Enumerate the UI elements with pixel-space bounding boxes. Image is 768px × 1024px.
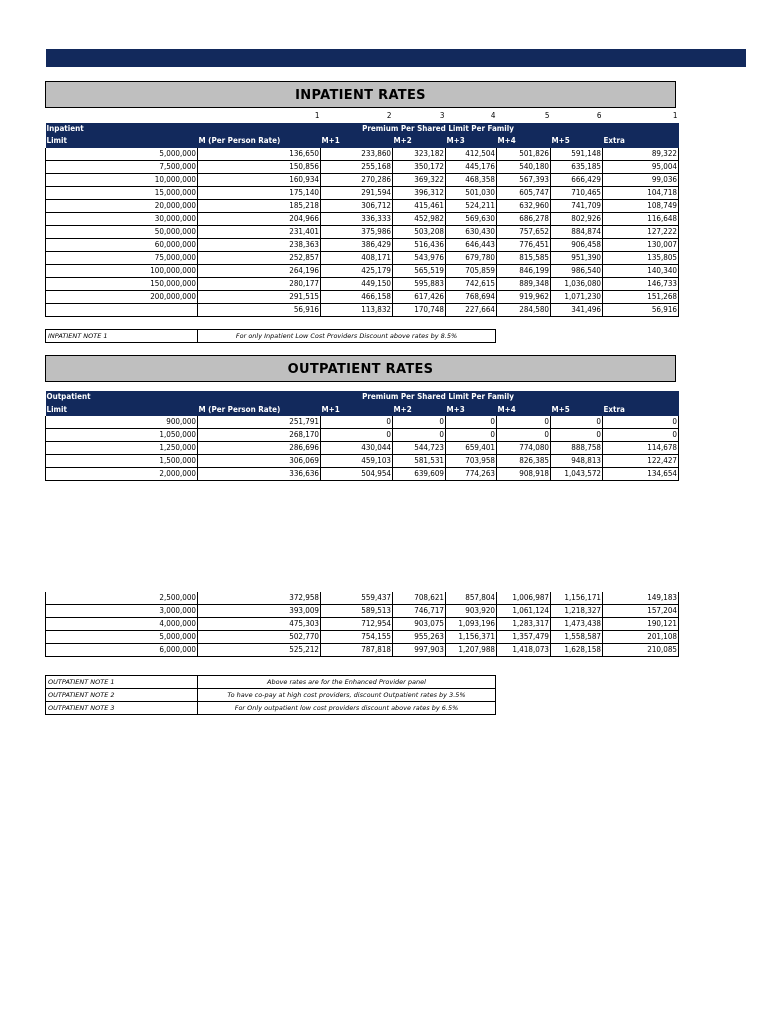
column-header: M+3 xyxy=(446,404,497,417)
table-cell: 686,278 xyxy=(497,212,551,225)
column-header: M (Per Person Rate) xyxy=(198,404,321,417)
table-cell: 516,436 xyxy=(393,238,446,251)
table-cell: 475,303 xyxy=(198,618,321,631)
table-cell: 1,500,000 xyxy=(46,455,198,468)
table-cell: 204,966 xyxy=(198,212,321,225)
table-cell: 104,718 xyxy=(603,186,679,199)
top-header-bar xyxy=(46,49,746,67)
table-cell: 774,080 xyxy=(497,442,551,455)
table-cell: 99,036 xyxy=(603,173,679,186)
column-number: 4 xyxy=(490,111,496,121)
table-cell: 201,108 xyxy=(603,631,679,644)
table-cell: 1,036,080 xyxy=(551,277,603,290)
table-cell: 100,000,000 xyxy=(46,264,198,277)
table-cell: 0 xyxy=(321,416,393,429)
table-cell: 136,650 xyxy=(198,148,321,161)
outpatient-note-text: To have co-pay at high cost providers, discount Outpatient rates by 3.5% xyxy=(198,689,496,702)
table-row xyxy=(46,160,679,173)
table-cell: 774,263 xyxy=(446,468,497,481)
column-number: 5 xyxy=(544,111,550,121)
header-span-title: Premium Per Shared Limit Per Family xyxy=(198,123,679,136)
outpatient-rates-table-continued xyxy=(45,592,679,657)
outpatient-note-row xyxy=(46,702,496,715)
table-cell: 1,283,317 xyxy=(497,618,551,631)
table-cell: 501,826 xyxy=(497,148,551,161)
table-cell: 0 xyxy=(603,429,679,442)
table-cell: 903,920 xyxy=(446,605,497,618)
total-cell xyxy=(46,303,198,316)
table-cell: 635,185 xyxy=(551,160,603,173)
table-cell: 524,211 xyxy=(446,199,497,212)
table-cell: 746,717 xyxy=(393,605,446,618)
table-cell: 504,954 xyxy=(321,468,393,481)
header-section-label: Outpatient xyxy=(46,391,198,404)
column-header: Extra xyxy=(603,404,679,417)
table-row xyxy=(46,264,679,277)
table-cell: 5,000,000 xyxy=(46,148,198,161)
table-cell: 5,000,000 xyxy=(46,631,198,644)
table-cell: 540,180 xyxy=(497,160,551,173)
table-cell: 742,615 xyxy=(446,277,497,290)
table-cell: 185,218 xyxy=(198,199,321,212)
table-cell: 2,500,000 xyxy=(46,592,198,605)
column-header: M+3 xyxy=(446,135,497,148)
outpatient-note-label: OUTPATIENT NOTE 1 xyxy=(46,676,198,689)
table-cell: 787,818 xyxy=(321,644,393,657)
table-cell: 646,443 xyxy=(446,238,497,251)
table-cell: 238,363 xyxy=(198,238,321,251)
header-span-title: Premium Per Shared Limit Per Family xyxy=(198,391,679,404)
table-cell: 130,007 xyxy=(603,238,679,251)
table-cell: 149,183 xyxy=(603,592,679,605)
table-cell: 393,009 xyxy=(198,605,321,618)
table-cell: 3,000,000 xyxy=(46,605,198,618)
table-cell: 264,196 xyxy=(198,264,321,277)
table-cell: 501,030 xyxy=(446,186,497,199)
table-row xyxy=(46,618,679,631)
table-cell: 666,429 xyxy=(551,173,603,186)
table-cell: 408,171 xyxy=(321,251,393,264)
table-cell: 151,268 xyxy=(603,290,679,303)
total-cell: 284,580 xyxy=(497,303,551,316)
table-cell: 703,958 xyxy=(446,455,497,468)
table-cell: 1,093,196 xyxy=(446,618,497,631)
column-header: M+2 xyxy=(393,135,446,148)
outpatient-notes xyxy=(45,675,496,715)
table-cell: 986,540 xyxy=(551,264,603,277)
table-row xyxy=(46,251,679,264)
table-cell: 1,558,587 xyxy=(551,631,603,644)
outpatient-note-row xyxy=(46,689,496,702)
table-cell: 369,322 xyxy=(393,173,446,186)
column-number: 1 xyxy=(314,111,320,121)
table-row xyxy=(46,212,679,225)
inpatient-note-label: INPATIENT NOTE 1 xyxy=(46,330,198,343)
column-header: M+1 xyxy=(321,404,393,417)
table-cell: 1,418,073 xyxy=(497,644,551,657)
table-cell: 768,694 xyxy=(446,290,497,303)
inpatient-notes xyxy=(45,329,496,343)
table-cell: 712,954 xyxy=(321,618,393,631)
header-section-label: Inpatient xyxy=(46,123,198,136)
outpatient-title-banner xyxy=(45,355,676,382)
outpatient-note-label: OUTPATIENT NOTE 3 xyxy=(46,702,198,715)
inpatient-title: INPATIENT RATES xyxy=(295,88,426,103)
table-cell: 468,358 xyxy=(446,173,497,186)
table-cell: 1,071,230 xyxy=(551,290,603,303)
column-header: M+4 xyxy=(497,404,551,417)
table-cell: 415,461 xyxy=(393,199,446,212)
table-cell: 889,348 xyxy=(497,277,551,290)
table-row xyxy=(46,238,679,251)
table-cell: 997,903 xyxy=(393,644,446,657)
table-cell: 1,207,988 xyxy=(446,644,497,657)
table-cell: 2,000,000 xyxy=(46,468,198,481)
table-cell: 630,430 xyxy=(446,225,497,238)
table-cell: 4,000,000 xyxy=(46,618,198,631)
table-cell: 1,156,171 xyxy=(551,592,603,605)
table-cell: 1,628,158 xyxy=(551,644,603,657)
table-row xyxy=(46,429,679,442)
table-cell: 306,712 xyxy=(321,199,393,212)
table-cell: 50,000,000 xyxy=(46,225,198,238)
header-row-2 xyxy=(46,404,679,417)
table-cell: 1,473,438 xyxy=(551,618,603,631)
table-cell: 150,856 xyxy=(198,160,321,173)
table-cell: 375,986 xyxy=(321,225,393,238)
table-row xyxy=(46,592,679,605)
total-cell: 113,832 xyxy=(321,303,393,316)
table-row xyxy=(46,442,679,455)
table-cell: 741,709 xyxy=(551,199,603,212)
table-cell: 95,004 xyxy=(603,160,679,173)
table-cell: 372,958 xyxy=(198,592,321,605)
total-cell: 170,748 xyxy=(393,303,446,316)
table-cell: 1,156,371 xyxy=(446,631,497,644)
table-cell: 0 xyxy=(446,416,497,429)
table-cell: 802,926 xyxy=(551,212,603,225)
table-cell: 632,960 xyxy=(497,199,551,212)
outpatient-note-row xyxy=(46,676,496,689)
table-cell: 150,000,000 xyxy=(46,277,198,290)
total-cell: 227,664 xyxy=(446,303,497,316)
table-cell: 617,426 xyxy=(393,290,446,303)
table-cell: 445,176 xyxy=(446,160,497,173)
table-cell: 251,791 xyxy=(198,416,321,429)
table-cell: 323,182 xyxy=(393,148,446,161)
table-cell: 0 xyxy=(551,416,603,429)
table-cell: 114,678 xyxy=(603,442,679,455)
table-cell: 884,874 xyxy=(551,225,603,238)
table-cell: 140,340 xyxy=(603,264,679,277)
outpatient-title: OUTPATIENT RATES xyxy=(287,362,434,377)
table-cell: 1,357,479 xyxy=(497,631,551,644)
table-cell: 757,652 xyxy=(497,225,551,238)
table-cell: 30,000,000 xyxy=(46,212,198,225)
table-cell: 903,075 xyxy=(393,618,446,631)
table-row xyxy=(46,225,679,238)
column-header: Extra xyxy=(603,135,679,148)
table-cell: 233,860 xyxy=(321,148,393,161)
table-cell: 291,594 xyxy=(321,186,393,199)
table-cell: 710,465 xyxy=(551,186,603,199)
table-cell: 157,204 xyxy=(603,605,679,618)
table-cell: 955,263 xyxy=(393,631,446,644)
table-row xyxy=(46,199,679,212)
inpatient-rates-table xyxy=(45,110,679,317)
table-cell: 0 xyxy=(393,416,446,429)
outpatient-note-text: For Only outpatient low cost providers discount above rates by 6.5% xyxy=(198,702,496,715)
table-cell: 1,250,000 xyxy=(46,442,198,455)
table-cell: 7,500,000 xyxy=(46,160,198,173)
table-row xyxy=(46,455,679,468)
table-cell: 569,630 xyxy=(446,212,497,225)
table-cell: 948,813 xyxy=(551,455,603,468)
table-cell: 466,158 xyxy=(321,290,393,303)
table-row xyxy=(46,148,679,161)
table-cell: 908,918 xyxy=(497,468,551,481)
table-cell: 336,333 xyxy=(321,212,393,225)
table-cell: 116,648 xyxy=(603,212,679,225)
table-cell: 0 xyxy=(603,416,679,429)
column-header: M+1 xyxy=(321,135,393,148)
total-cell: 56,916 xyxy=(198,303,321,316)
table-cell: 200,000,000 xyxy=(46,290,198,303)
table-cell: 108,749 xyxy=(603,199,679,212)
table-cell: 951,390 xyxy=(551,251,603,264)
column-header: M+4 xyxy=(497,135,551,148)
table-cell: 75,000,000 xyxy=(46,251,198,264)
inpatient-note-text: For only Inpatient Low Cost Providers Discount above rates by 8.5% xyxy=(198,330,496,343)
table-cell: 591,148 xyxy=(551,148,603,161)
table-cell: 1,061,124 xyxy=(497,605,551,618)
column-number: 3 xyxy=(439,111,445,121)
table-cell: 581,531 xyxy=(393,455,446,468)
table-cell: 502,770 xyxy=(198,631,321,644)
table-cell: 559,437 xyxy=(321,592,393,605)
table-cell: 857,804 xyxy=(446,592,497,605)
table-cell: 595,883 xyxy=(393,277,446,290)
table-cell: 846,199 xyxy=(497,264,551,277)
total-cell: 56,916 xyxy=(603,303,679,316)
table-cell: 396,312 xyxy=(393,186,446,199)
total-cell: 341,496 xyxy=(551,303,603,316)
header-row-2 xyxy=(46,135,679,148)
table-cell: 15,000,000 xyxy=(46,186,198,199)
table-cell: 0 xyxy=(446,429,497,442)
table-row xyxy=(46,631,679,644)
outpatient-note-label: OUTPATIENT NOTE 2 xyxy=(46,689,198,702)
table-cell: 1,050,000 xyxy=(46,429,198,442)
column-header: Limit xyxy=(46,404,198,417)
table-cell: 270,286 xyxy=(321,173,393,186)
table-cell: 888,758 xyxy=(551,442,603,455)
table-cell: 900,000 xyxy=(46,416,198,429)
table-cell: 1,043,572 xyxy=(551,468,603,481)
table-row xyxy=(46,290,679,303)
table-cell: 430,044 xyxy=(321,442,393,455)
column-header: M+2 xyxy=(393,404,446,417)
table-cell: 231,401 xyxy=(198,225,321,238)
column-header: Limit xyxy=(46,135,198,148)
table-cell: 252,857 xyxy=(198,251,321,264)
table-cell: 336,636 xyxy=(198,468,321,481)
table-cell: 525,212 xyxy=(198,644,321,657)
inpatient-title-banner xyxy=(45,81,676,108)
column-number: 6 xyxy=(596,111,602,121)
table-cell: 160,934 xyxy=(198,173,321,186)
table-cell: 639,609 xyxy=(393,468,446,481)
table-cell: 815,585 xyxy=(497,251,551,264)
header-row-1 xyxy=(46,391,679,404)
table-cell: 425,179 xyxy=(321,264,393,277)
table-cell: 20,000,000 xyxy=(46,199,198,212)
table-cell: 679,780 xyxy=(446,251,497,264)
table-cell: 1,006,987 xyxy=(497,592,551,605)
table-cell: 754,155 xyxy=(321,631,393,644)
column-number: 1 xyxy=(672,111,678,121)
table-cell: 306,069 xyxy=(198,455,321,468)
table-cell: 291,515 xyxy=(198,290,321,303)
table-cell: 122,427 xyxy=(603,455,679,468)
table-row xyxy=(46,644,679,657)
table-row xyxy=(46,416,679,429)
table-cell: 286,696 xyxy=(198,442,321,455)
header-row-1 xyxy=(46,123,679,136)
table-cell: 412,504 xyxy=(446,148,497,161)
table-cell: 906,458 xyxy=(551,238,603,251)
table-cell: 544,723 xyxy=(393,442,446,455)
table-cell: 449,150 xyxy=(321,277,393,290)
table-cell: 503,208 xyxy=(393,225,446,238)
table-row xyxy=(46,186,679,199)
table-cell: 210,085 xyxy=(603,644,679,657)
table-cell: 6,000,000 xyxy=(46,644,198,657)
table-cell: 89,322 xyxy=(603,148,679,161)
table-cell: 919,962 xyxy=(497,290,551,303)
column-header: M (Per Person Rate) xyxy=(198,135,321,148)
table-cell: 280,177 xyxy=(198,277,321,290)
table-cell: 705,859 xyxy=(446,264,497,277)
table-cell: 127,222 xyxy=(603,225,679,238)
table-cell: 10,000,000 xyxy=(46,173,198,186)
outpatient-note-text: Above rates are for the Enhanced Provider panel xyxy=(198,676,496,689)
table-cell: 175,140 xyxy=(198,186,321,199)
column-header: M+5 xyxy=(551,135,603,148)
table-cell: 190,121 xyxy=(603,618,679,631)
table-cell: 135,805 xyxy=(603,251,679,264)
table-cell: 0 xyxy=(393,429,446,442)
column-number: 2 xyxy=(386,111,392,121)
table-cell: 565,519 xyxy=(393,264,446,277)
table-cell: 567,393 xyxy=(497,173,551,186)
table-cell: 268,170 xyxy=(198,429,321,442)
table-cell: 452,982 xyxy=(393,212,446,225)
table-cell: 350,172 xyxy=(393,160,446,173)
table-cell: 255,168 xyxy=(321,160,393,173)
table-cell: 0 xyxy=(551,429,603,442)
table-cell: 146,733 xyxy=(603,277,679,290)
table-cell: 459,103 xyxy=(321,455,393,468)
column-number xyxy=(46,110,198,123)
table-cell: 659,401 xyxy=(446,442,497,455)
table-cell: 543,976 xyxy=(393,251,446,264)
table-cell: 386,429 xyxy=(321,238,393,251)
column-header: M+5 xyxy=(551,404,603,417)
outpatient-rates-table xyxy=(45,391,679,481)
table-row xyxy=(46,277,679,290)
column-number-row xyxy=(46,110,679,123)
inpatient-note-row xyxy=(46,330,496,343)
table-cell: 60,000,000 xyxy=(46,238,198,251)
table-cell: 1,218,327 xyxy=(551,605,603,618)
table-cell: 826,385 xyxy=(497,455,551,468)
table-row xyxy=(46,605,679,618)
table-cell: 708,621 xyxy=(393,592,446,605)
table-row xyxy=(46,468,679,481)
table-cell: 776,451 xyxy=(497,238,551,251)
table-cell: 605,747 xyxy=(497,186,551,199)
table-cell: 0 xyxy=(497,429,551,442)
table-cell: 0 xyxy=(497,416,551,429)
table-row xyxy=(46,173,679,186)
table-cell: 589,513 xyxy=(321,605,393,618)
table-cell: 0 xyxy=(321,429,393,442)
table-cell: 134,654 xyxy=(603,468,679,481)
total-row xyxy=(46,303,679,316)
